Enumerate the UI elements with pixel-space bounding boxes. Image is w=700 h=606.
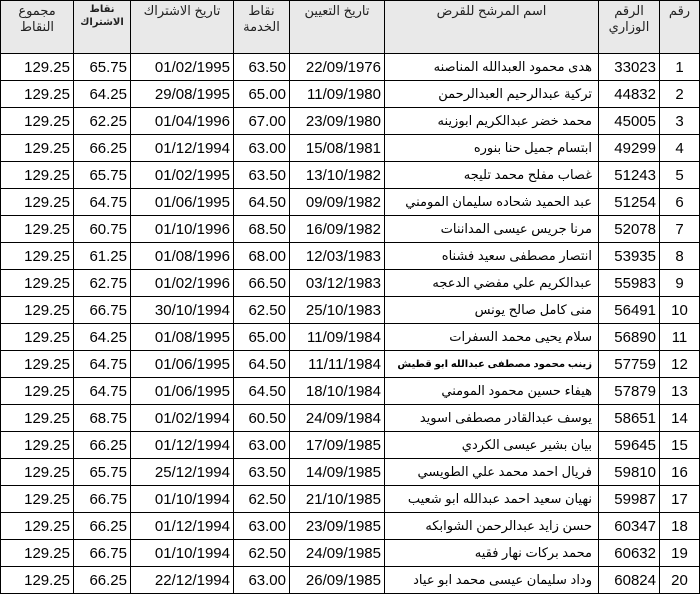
cell-total-points[interactable]: 129.25 [1, 432, 74, 459]
cell-subscription-date[interactable]: 01/08/1995 [131, 324, 234, 351]
table-row [1, 459, 700, 486]
cell-subscription-date[interactable]: 30/10/1994 [131, 297, 234, 324]
cell-ministry-id[interactable]: 57879 [599, 378, 660, 405]
cell-subscription-date[interactable]: 01/06/1995 [131, 378, 234, 405]
cell-subscription-date[interactable]: 01/08/1996 [131, 243, 234, 270]
cell-appointment-date[interactable]: 13/10/1982 [290, 162, 385, 189]
header-appointment-date[interactable]: تاريخ التعيين [290, 1, 385, 54]
cell-ministry-id[interactable]: 44832 [599, 81, 660, 108]
cell-appointment-date[interactable]: 11/09/1984 [290, 324, 385, 351]
cell-total-points[interactable]: 129.25 [1, 189, 74, 216]
cell-candidate-name[interactable]: تركية عبدالرحيم العبدالرحمن [385, 81, 599, 108]
cell-total-points[interactable]: 129.25 [1, 81, 74, 108]
header-service-points[interactable]: نقاط الخدمة [234, 1, 290, 54]
table-row [1, 567, 700, 594]
table-row [1, 135, 700, 162]
cell-rank[interactable]: 20 [660, 567, 700, 594]
cell-appointment-date[interactable]: 14/09/1985 [290, 459, 385, 486]
cell-subscription-date[interactable]: 01/02/1994 [131, 405, 234, 432]
cell-total-points[interactable]: 129.25 [1, 162, 74, 189]
cell-rank[interactable]: 4 [660, 135, 700, 162]
table-row [1, 486, 700, 513]
cell-candidate-name[interactable]: حسن زايد عبدالرحمن الشوابكه [385, 513, 599, 540]
cell-appointment-date[interactable]: 12/03/1983 [290, 243, 385, 270]
cell-subscription-points[interactable]: 66.25 [74, 567, 131, 594]
cell-subscription-points[interactable]: 68.75 [74, 405, 131, 432]
cell-subscription-date[interactable]: 29/08/1995 [131, 81, 234, 108]
cell-appointment-date[interactable]: 25/10/1983 [290, 297, 385, 324]
cell-ministry-id[interactable]: 57759 [599, 351, 660, 378]
cell-candidate-name[interactable]: منى كامل صالح يونس [385, 297, 599, 324]
cell-subscription-points[interactable]: 66.75 [74, 486, 131, 513]
cell-rank[interactable]: 2 [660, 81, 700, 108]
cell-total-points[interactable]: 129.25 [1, 243, 74, 270]
cell-ministry-id[interactable]: 51243 [599, 162, 660, 189]
cell-rank[interactable]: 6 [660, 189, 700, 216]
cell-total-points[interactable]: 129.25 [1, 486, 74, 513]
cell-service-points[interactable]: 63.50 [234, 459, 290, 486]
cell-total-points[interactable]: 129.25 [1, 54, 74, 81]
cell-service-points[interactable]: 63.00 [234, 432, 290, 459]
cell-ministry-id[interactable]: 52078 [599, 216, 660, 243]
cell-subscription-points[interactable]: 66.25 [74, 432, 131, 459]
cell-candidate-name[interactable]: انتصار مصطفى سعيد فشناه [385, 243, 599, 270]
cell-subscription-date[interactable]: 01/06/1995 [131, 189, 234, 216]
table-row [1, 432, 700, 459]
cell-appointment-date[interactable]: 03/12/1983 [290, 270, 385, 297]
cell-ministry-id[interactable]: 51254 [599, 189, 660, 216]
table-row [1, 189, 700, 216]
cell-subscription-points[interactable]: 65.75 [74, 162, 131, 189]
cell-appointment-date[interactable]: 22/09/1976 [290, 54, 385, 81]
cell-subscription-points[interactable]: 64.75 [74, 189, 131, 216]
cell-service-points[interactable]: 65.00 [234, 324, 290, 351]
cell-service-points[interactable]: 60.50 [234, 405, 290, 432]
cell-service-points[interactable]: 63.00 [234, 567, 290, 594]
cell-candidate-name[interactable]: ابتسام جميل حنا بنوره [385, 135, 599, 162]
cell-subscription-date[interactable]: 25/12/1994 [131, 459, 234, 486]
table-row [1, 351, 700, 378]
table-row [1, 216, 700, 243]
cell-subscription-date[interactable]: 01/10/1996 [131, 216, 234, 243]
cell-subscription-date[interactable]: 01/12/1994 [131, 513, 234, 540]
cell-candidate-name[interactable]: فريال احمد محمد علي الطويسي [385, 459, 599, 486]
table-row [1, 513, 700, 540]
cell-rank[interactable]: 11 [660, 324, 700, 351]
header-total-points[interactable]: مجموع النقاط [1, 1, 74, 54]
table-row [1, 243, 700, 270]
cell-subscription-points[interactable]: 64.25 [74, 324, 131, 351]
cell-appointment-date[interactable]: 11/09/1980 [290, 81, 385, 108]
cell-ministry-id[interactable]: 59810 [599, 459, 660, 486]
cell-ministry-id[interactable]: 53935 [599, 243, 660, 270]
cell-total-points[interactable]: 129.25 [1, 567, 74, 594]
cell-appointment-date[interactable]: 23/09/1985 [290, 513, 385, 540]
cell-subscription-date[interactable]: 01/02/1995 [131, 162, 234, 189]
table-row [1, 81, 700, 108]
cell-subscription-date[interactable]: 01/10/1994 [131, 486, 234, 513]
header-candidate-name[interactable]: اسم المرشح للقرض [385, 1, 599, 54]
cell-total-points[interactable]: 129.25 [1, 540, 74, 567]
cell-rank[interactable]: 19 [660, 540, 700, 567]
cell-candidate-name[interactable]: زينب محمود مصطفى عبدالله ابو قطيش [385, 351, 599, 378]
table-body [1, 54, 700, 594]
cell-subscription-points[interactable]: 60.75 [74, 216, 131, 243]
cell-service-points[interactable]: 65.00 [234, 81, 290, 108]
cell-ministry-id[interactable]: 60824 [599, 567, 660, 594]
cell-total-points[interactable]: 129.25 [1, 405, 74, 432]
cell-candidate-name[interactable]: عبدالكريم علي مفضي الدعجه [385, 270, 599, 297]
cell-candidate-name[interactable]: هيفاء حسين محمود المومني [385, 378, 599, 405]
cell-subscription-points[interactable]: 62.75 [74, 270, 131, 297]
cell-service-points[interactable]: 68.50 [234, 216, 290, 243]
table-row [1, 108, 700, 135]
cell-subscription-date[interactable]: 01/06/1995 [131, 351, 234, 378]
cell-service-points[interactable]: 67.00 [234, 108, 290, 135]
cell-ministry-id[interactable]: 56491 [599, 297, 660, 324]
cell-appointment-date[interactable]: 24/09/1984 [290, 405, 385, 432]
cell-service-points[interactable]: 64.50 [234, 351, 290, 378]
cell-total-points[interactable]: 129.25 [1, 324, 74, 351]
cell-subscription-points[interactable]: 64.75 [74, 351, 131, 378]
cell-subscription-points[interactable]: 64.25 [74, 81, 131, 108]
cell-candidate-name[interactable]: يوسف عبدالقادر مصطفى اسويد [385, 405, 599, 432]
cell-service-points[interactable]: 68.00 [234, 243, 290, 270]
cell-rank[interactable]: 18 [660, 513, 700, 540]
table-row [1, 405, 700, 432]
cell-subscription-points[interactable]: 61.25 [74, 243, 131, 270]
cell-subscription-date[interactable]: 01/10/1994 [131, 540, 234, 567]
cell-candidate-name[interactable]: مرنا جريس عيسى المداننات [385, 216, 599, 243]
table-row [1, 162, 700, 189]
cell-total-points[interactable]: 129.25 [1, 378, 74, 405]
cell-total-points[interactable]: 129.25 [1, 135, 74, 162]
cell-ministry-id[interactable]: 49299 [599, 135, 660, 162]
table-row [1, 54, 700, 81]
cell-appointment-date[interactable]: 21/10/1985 [290, 486, 385, 513]
cell-service-points[interactable]: 62.50 [234, 297, 290, 324]
cell-rank[interactable]: 1 [660, 54, 700, 81]
cell-subscription-date[interactable]: 01/02/1995 [131, 54, 234, 81]
cell-subscription-points[interactable]: 66.75 [74, 297, 131, 324]
table-row [1, 297, 700, 324]
cell-rank[interactable]: 7 [660, 216, 700, 243]
cell-candidate-name[interactable]: عبد الحميد شحاده سليمان المومني [385, 189, 599, 216]
header-row [1, 1, 700, 54]
cell-rank[interactable]: 10 [660, 297, 700, 324]
cell-subscription-date[interactable]: 01/12/1994 [131, 432, 234, 459]
cell-candidate-name[interactable]: غصاب مفلح محمد تليجه [385, 162, 599, 189]
cell-appointment-date[interactable]: 17/09/1985 [290, 432, 385, 459]
cell-subscription-date[interactable]: 01/12/1994 [131, 135, 234, 162]
cell-subscription-points[interactable]: 66.25 [74, 513, 131, 540]
cell-total-points[interactable]: 129.25 [1, 351, 74, 378]
cell-service-points[interactable]: 63.50 [234, 162, 290, 189]
table-row [1, 378, 700, 405]
cell-subscription-points[interactable]: 66.25 [74, 135, 131, 162]
cell-ministry-id[interactable]: 60347 [599, 513, 660, 540]
cell-total-points[interactable]: 129.25 [1, 513, 74, 540]
cell-appointment-date[interactable]: 15/08/1981 [290, 135, 385, 162]
cell-candidate-name[interactable]: نهيان سعيد احمد عبدالله ابو شعيب [385, 486, 599, 513]
cell-ministry-id[interactable]: 58651 [599, 405, 660, 432]
table-row [1, 324, 700, 351]
cell-appointment-date[interactable]: 16/09/1982 [290, 216, 385, 243]
cell-service-points[interactable]: 64.50 [234, 189, 290, 216]
cell-rank[interactable]: 3 [660, 108, 700, 135]
cell-service-points[interactable]: 63.50 [234, 54, 290, 81]
cell-total-points[interactable]: 129.25 [1, 108, 74, 135]
cell-ministry-id[interactable]: 60632 [599, 540, 660, 567]
cell-rank[interactable]: 17 [660, 486, 700, 513]
cell-ministry-id[interactable]: 45005 [599, 108, 660, 135]
cell-appointment-date[interactable]: 11/11/1984 [290, 351, 385, 378]
cell-candidate-name[interactable]: بيان بشير عيسى الكردي [385, 432, 599, 459]
cell-candidate-name[interactable]: سلام يحيى محمد السفرات [385, 324, 599, 351]
cell-service-points[interactable]: 63.00 [234, 135, 290, 162]
cell-ministry-id[interactable]: 56890 [599, 324, 660, 351]
cell-service-points[interactable]: 63.00 [234, 513, 290, 540]
cell-appointment-date[interactable]: 26/09/1985 [290, 567, 385, 594]
cell-service-points[interactable]: 62.50 [234, 540, 290, 567]
cell-rank[interactable]: 5 [660, 162, 700, 189]
cell-candidate-name[interactable]: هدى محمود العبدالله المناصنه [385, 54, 599, 81]
cell-subscription-date[interactable]: 22/12/1994 [131, 567, 234, 594]
cell-total-points[interactable]: 129.25 [1, 270, 74, 297]
cell-subscription-date[interactable]: 01/02/1996 [131, 270, 234, 297]
header-ministry-id[interactable]: الرقم الوزاري [599, 1, 660, 54]
header-rank[interactable]: رقم [660, 1, 700, 54]
cell-total-points[interactable]: 129.25 [1, 459, 74, 486]
cell-service-points[interactable]: 62.50 [234, 486, 290, 513]
cell-rank[interactable]: 9 [660, 270, 700, 297]
cell-subscription-points[interactable]: 62.25 [74, 108, 131, 135]
cell-appointment-date[interactable]: 09/09/1982 [290, 189, 385, 216]
cell-subscription-points[interactable]: 64.75 [74, 378, 131, 405]
cell-ministry-id[interactable]: 59987 [599, 486, 660, 513]
table-row [1, 270, 700, 297]
cell-appointment-date[interactable]: 23/09/1980 [290, 108, 385, 135]
cell-total-points[interactable]: 129.25 [1, 216, 74, 243]
cell-service-points[interactable]: 64.50 [234, 378, 290, 405]
cell-rank[interactable]: 14 [660, 405, 700, 432]
cell-ministry-id[interactable]: 59645 [599, 432, 660, 459]
cell-subscription-date[interactable]: 01/04/1996 [131, 108, 234, 135]
cell-rank[interactable]: 16 [660, 459, 700, 486]
cell-appointment-date[interactable]: 18/10/1984 [290, 378, 385, 405]
cell-ministry-id[interactable]: 33023 [599, 54, 660, 81]
cell-ministry-id[interactable]: 55983 [599, 270, 660, 297]
table-row [1, 540, 700, 567]
cell-service-points[interactable]: 66.50 [234, 270, 290, 297]
cell-subscription-points[interactable]: 65.75 [74, 459, 131, 486]
cell-rank[interactable]: 15 [660, 432, 700, 459]
cell-candidate-name[interactable]: محمد بركات نهار فقيه [385, 540, 599, 567]
cell-total-points[interactable]: 129.25 [1, 297, 74, 324]
cell-candidate-name[interactable]: وداد سليمان عيسى محمد ابو عياد [385, 567, 599, 594]
header-subscription-date[interactable]: تاريخ الاشتراك [131, 1, 234, 54]
cell-candidate-name[interactable]: محمد خضر عبدالكريم ابوزينه [385, 108, 599, 135]
cell-rank[interactable]: 13 [660, 378, 700, 405]
cell-appointment-date[interactable]: 24/09/1985 [290, 540, 385, 567]
cell-subscription-points[interactable]: 66.75 [74, 540, 131, 567]
cell-rank[interactable]: 12 [660, 351, 700, 378]
header-subscription-points[interactable]: نقاط الاشتراك [74, 1, 131, 54]
cell-rank[interactable]: 8 [660, 243, 700, 270]
cell-subscription-points[interactable]: 65.75 [74, 54, 131, 81]
